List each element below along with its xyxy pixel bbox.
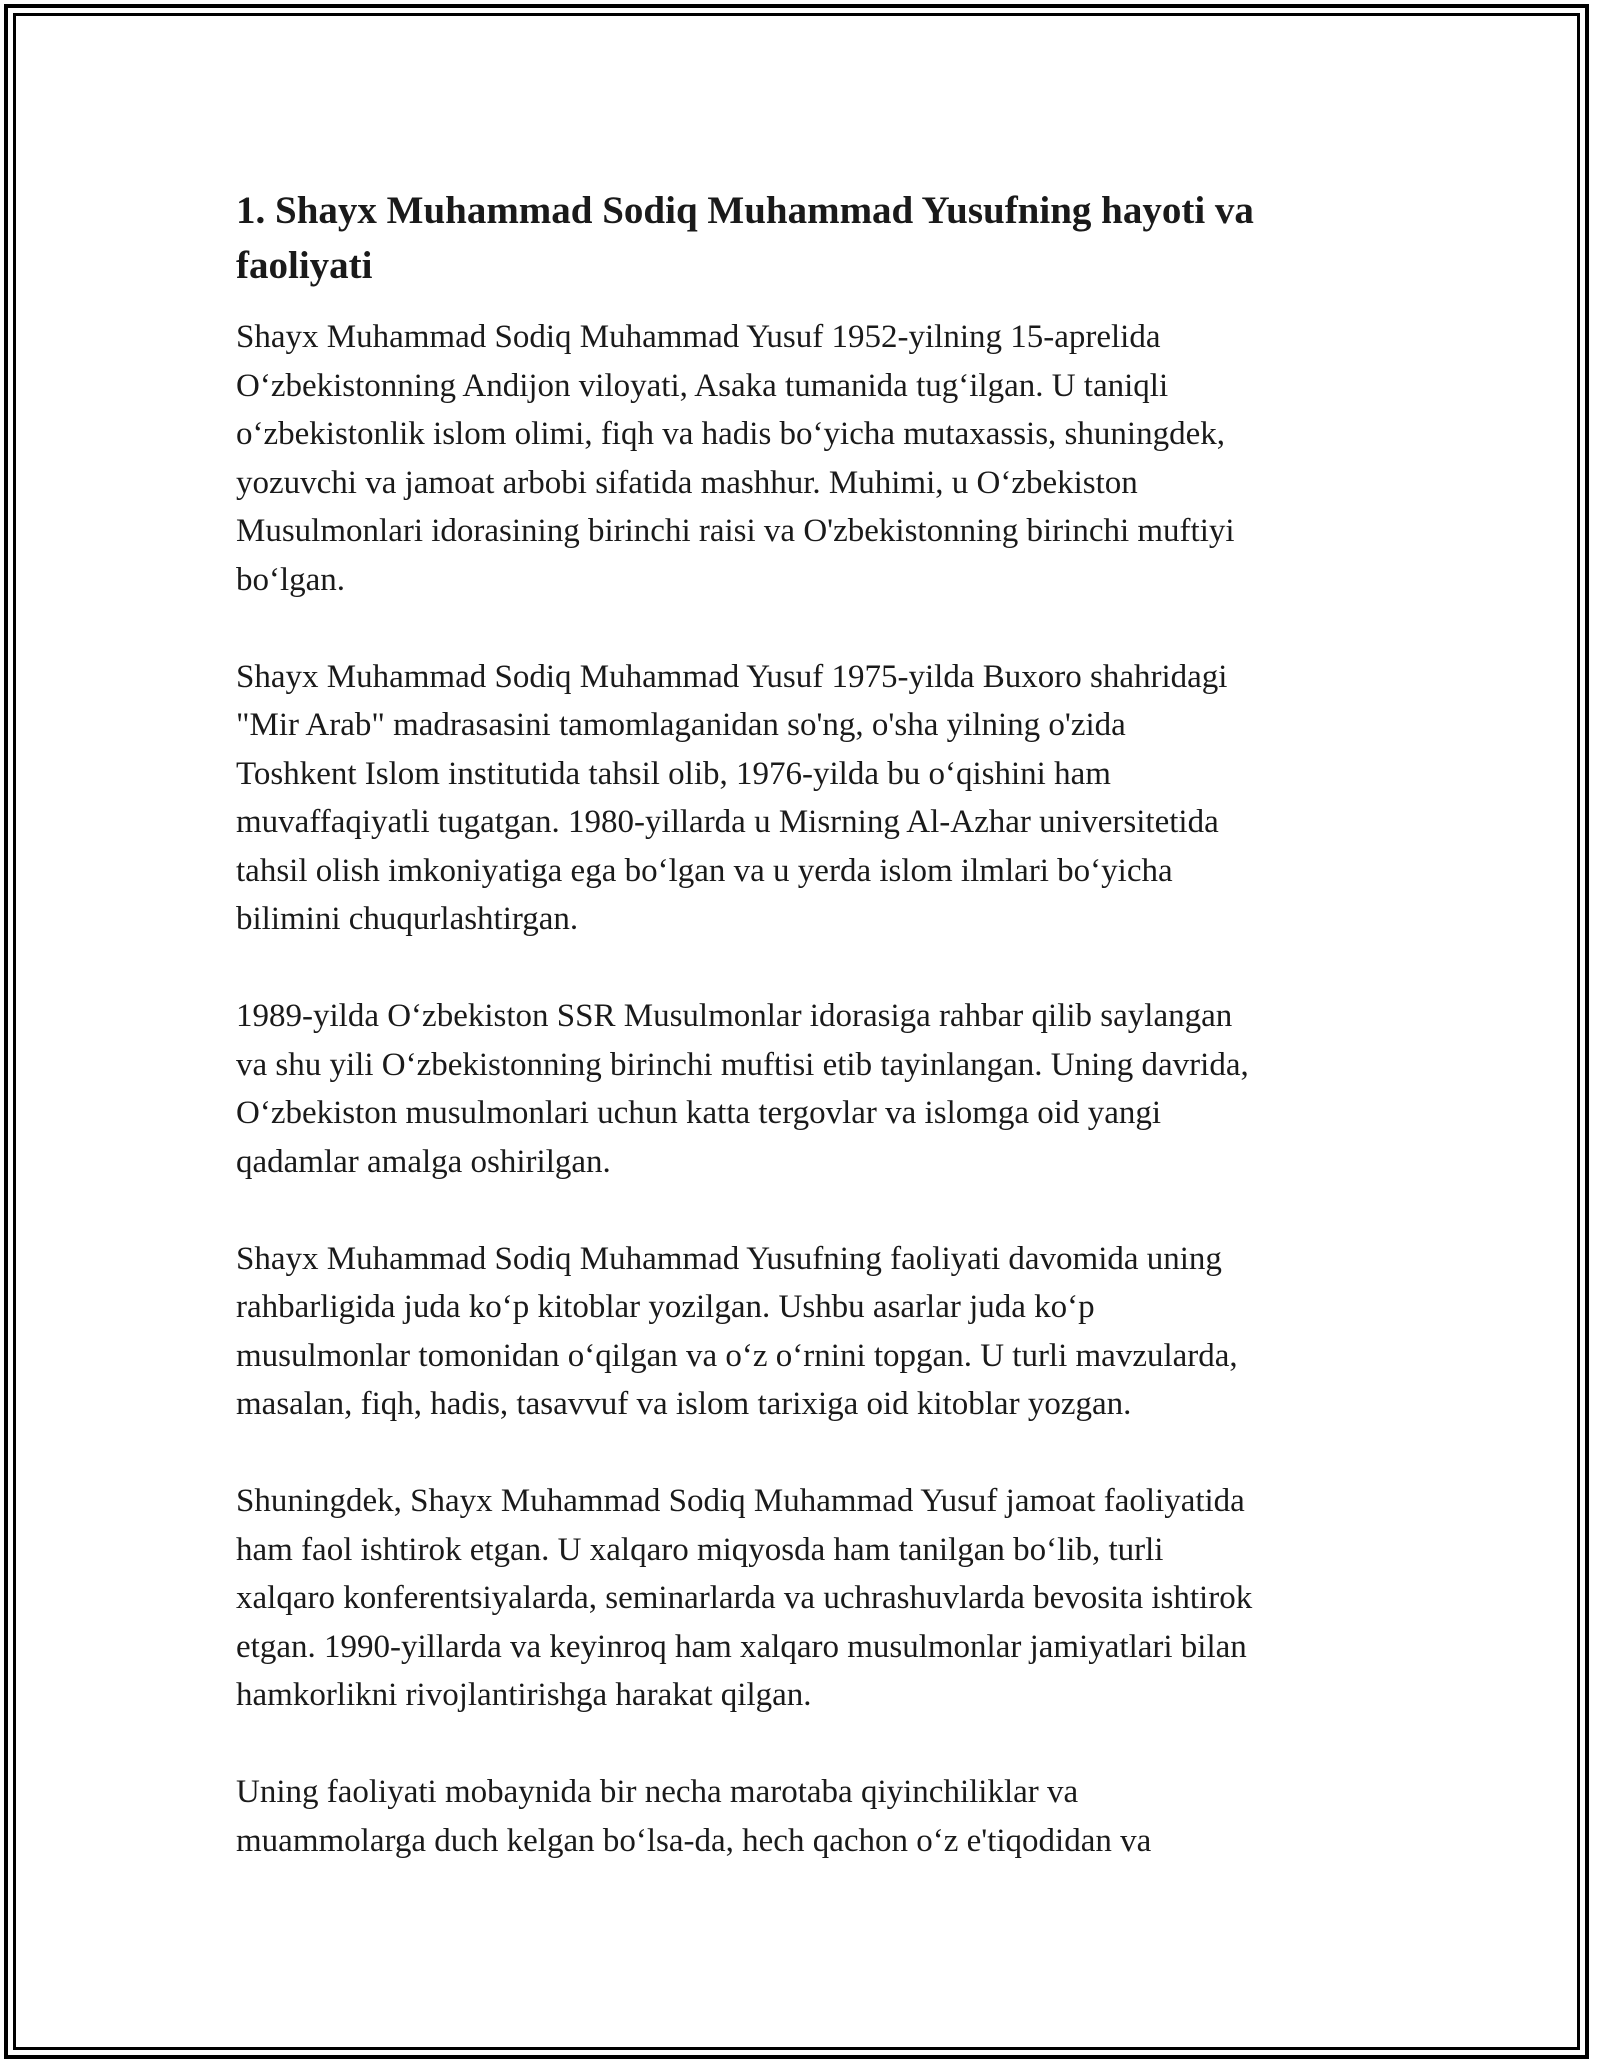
section-heading [236,183,1386,293]
paragraph-line: Shayx Muhammad Sodiq Muhammad Yusuf 1975-yilda Buxoro shahridagi [236,658,1228,695]
paragraph-line: yozuvchi va jamoat arbobi sifatida mashhur. Muhimi, u O‘zbekiston [236,464,1138,501]
paragraph-line: hamkorlikni rivojlantirishga harakat qilgan. [236,1677,812,1713]
paragraph-line: Shayx Muhammad Sodiq Muhammad Yusufning faoliyati davomida uning [236,1240,1222,1277]
paragraph-line: 1989-yilda O‘zbekiston SSR Musulmonlar idorasiga rahbar qilib saylangan [236,998,1233,1034]
paragraph [236,992,1386,1186]
document-body [236,183,1386,1914]
paragraph-line: masalan, fiqh, hadis, tasavvuf va islom tarixiga oid kitoblar yozgan. [236,1386,1132,1422]
paragraph-line: bilimini chuqurlashtirgan. [236,901,579,937]
paragraph [236,1477,1386,1720]
paragraph [236,313,1386,604]
paragraph-line: va shu yili O‘zbekistonning birinchi muftisi etib tayinlangan. Uning davrida, [236,1046,1249,1083]
paragraph-line: qadamlar amalga oshirilgan. [236,1143,611,1180]
heading-line: faoliyati [236,244,373,287]
paragraph-line: Musulmonlari idorasining birinchi raisi va O'zbekistonning birinchi muftiyi [236,513,1235,549]
paragraph-line: etgan. 1990-yillarda va keyinroq ham xalqaro musulmonlar jamiyatlari bilan [236,1628,1247,1665]
paragraph-line: rahbarligida juda ko‘p kitoblar yozilgan. Ushbu asarlar juda ko‘p [236,1289,1095,1325]
paragraph-line: xalqaro konferentsiyalarda, seminarlarda va uchrashuvlarda bevosita ishtirok [236,1580,1253,1616]
paragraph-line: Toshkent Islom institutida tahsil olib, 1976-yilda bu o‘qishini ham [236,755,1111,792]
paragraph-line: muvaffaqiyatli tugatgan. 1980-yillarda u Misrning Al-Azhar universitetida [236,804,1219,840]
paragraph-line: o‘zbekistonlik islom olimi, fiqh va hadis bo‘yicha mutaxassis, shuningdek, [236,416,1225,452]
paragraph-line: "Mir Arab" madrasasini tamomlaganidan so'ng, o'sha yilning o'zida [236,707,1126,743]
paragraph [236,1768,1386,1865]
paragraph-line: tahsil olish imkoniyatiga ega bo‘lgan va u yerda islom ilmlari bo‘yicha [236,852,1173,889]
paragraph-line: Uning faoliyati mobaynida bir necha marotaba qiyinchiliklar va [236,1774,1079,1810]
heading-line: 1. Shayx Muhammad Sodiq Muhammad Yusufning hayoti va [236,189,1254,232]
paragraph-line: Shuningdek, Shayx Muhammad Sodiq Muhammad Yusuf jamoat faoliyatida [236,1483,1245,1519]
paragraph-line: bo‘lgan. [236,561,346,598]
paragraph-line: O‘zbekistonning Andijon viloyati, Asaka tumanida tug‘ilgan. U taniqli [236,367,1169,404]
paragraph-line: musulmonlar tomonidan o‘qilgan va o‘z o‘rnini topgan. U turli mavzularda, [236,1337,1238,1374]
paragraph [236,653,1386,944]
paragraph-line: muammolarga duch kelgan bo‘lsa-da, hech qachon o‘z e'tiqodidan va [236,1822,1152,1859]
paragraph-line: O‘zbekiston musulmonlari uchun katta tergovlar va islomga oid yangi [236,1095,1162,1131]
paragraph-line: Shayx Muhammad Sodiq Muhammad Yusuf 1952-yilning 15-aprelida [236,319,1161,355]
paragraph-line: ham faol ishtirok etgan. U xalqaro miqyosda ham tanilgan bo‘lib, turli [236,1531,1164,1568]
paragraph [236,1235,1386,1429]
